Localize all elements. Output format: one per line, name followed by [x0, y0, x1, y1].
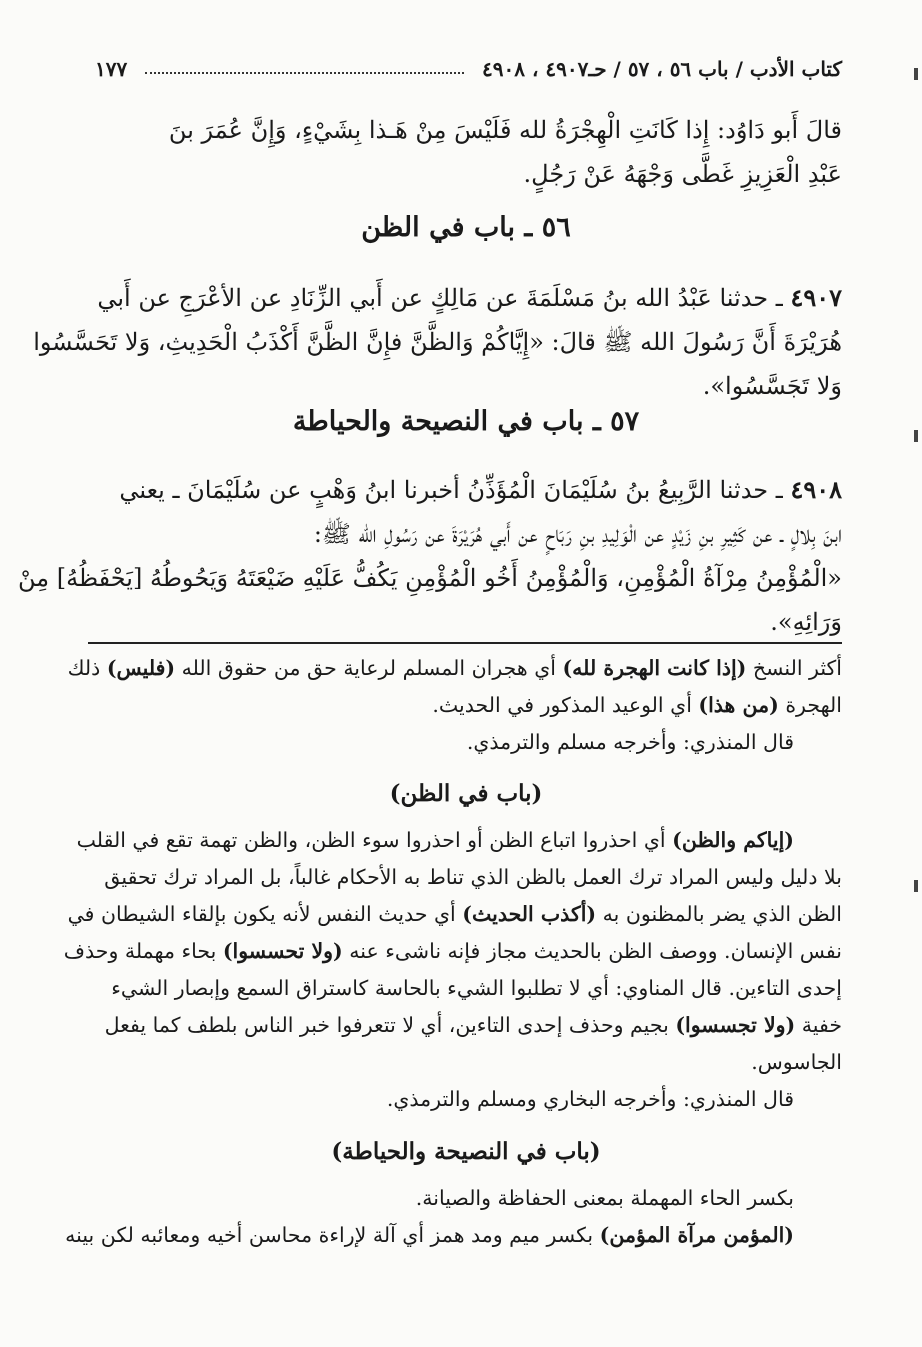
text-line: نفس الإنسان. ووصف الظن بالحديث مجاز فإنه ناشىء عنه (ولا تحسسوا) بحاء مهملة وحذف — [63, 939, 842, 963]
hadith-text: ـ حدثنا عَبْدُ الله بنُ مَسْلَمَةَ عن مَالِكٍ عن أَبي الزِّنَادِ عن الأعْرَجِ عن أَبي — [97, 284, 783, 312]
commentary-zann — [63, 822, 842, 1118]
chapter-57-heading: ٥٧ ـ باب في النصيحة والحياطة — [292, 406, 640, 437]
text-line: «الْمُؤْمِنُ مِرْآةُ الْمُؤْمِنِ، وَالْمُؤْمِنُ أَخُو الْمُؤْمِنِ يَكُفُّ عَلَيْهِ ضَيْعَتَهُ وَيَحُوطُهُ [يَحْفَظُهُ] مِنْ — [17, 564, 842, 592]
text-line: الظن الذي يضر بالمظنون به (أكذب الحديث) أي حديث النفس لأنه يكون بإلقاء الشيطان في — [67, 902, 842, 926]
hadith-4907 — [33, 276, 842, 408]
commentary-hijra — [67, 650, 842, 761]
page-number: ١٧٧ — [95, 57, 128, 81]
commentary-nasiha — [65, 1180, 842, 1254]
text-line — [90, 468, 842, 512]
text-line: بكسر الحاء المهملة بمعنى الحفاظة والصيانة. — [415, 1186, 794, 1210]
text-line: بلا دليل وليس المراد ترك العمل بالظن الذي تناط به الأحكام غالباً، بل المراد ترك تحقيق — [104, 865, 842, 889]
scan-margin-mark — [914, 430, 918, 442]
mundhiri-note: قال المنذري: وأخرجه مسلم والترمذي. — [466, 730, 794, 754]
text-line: خفية (ولا تجسسوا) بجيم وحذف إحدى التاءين، أي لا تتعرفوا خبر الناس بلطف كما يفعل — [104, 1013, 842, 1037]
hadith-number: ٤٩٠٨ — [790, 475, 842, 504]
text-line — [90, 276, 842, 320]
text-line: قالَ أَبو دَاوُد: إِذا كَانَتِ الْهِجْرَةُ لله فَلَيْسَ مِنْ هَـذا بِشَيْءٍ، وَإِنَّ عُمَرَ بنَ — [168, 116, 842, 144]
text-line: عَبْدِ الْعَزِيزِ غَطَّى وَجْهَهُ عَنْ رَجُلٍ. — [523, 160, 842, 188]
header-dot-leader — [145, 72, 464, 74]
running-header — [95, 52, 842, 86]
text-line: وَلا تَجَسَّسُوا». — [702, 372, 842, 400]
scan-margin-mark — [914, 880, 918, 892]
text-line: (المؤمن مرآة المؤمن) بكسر ميم ومد همز أي آلة لإراءة محاسن أخيه ومعائبه لكن بينه — [65, 1223, 794, 1247]
text-line: أكثر النسخ (إذا كانت الهجرة لله) أي هجران المسلم لرعاية حق من حقوق الله (فليس) ذلك — [67, 656, 842, 680]
text-line: الجاسوس. — [751, 1050, 842, 1074]
commentary-heading-zann: (باب في الظن) — [389, 780, 543, 807]
commentary-heading-nasiha: (باب في النصيحة والحياطة) — [331, 1138, 601, 1165]
mundhiri-note: قال المنذري: وأخرجه البخاري ومسلم والترمذي. — [386, 1087, 794, 1111]
text-line: إحدى التاءين. قال المناوي: أي لا تطلبوا الشيء بالحاسة كاستراق السمع وإبصار الشيء — [111, 976, 842, 1000]
text-line: (إياكم والظن) أي احذروا اتباع الظن أو احذروا سوء الظن، والظن تهمة تقع في القلب — [76, 828, 794, 852]
text-line: الهجرة (من هذا) أي الوعيد المذكور في الحديث. — [432, 693, 842, 717]
header-title: كتاب الأدب / باب ٥٦ ، ٥٧ / حـ٤٩٠٧ ، ٤٩٠٨ — [482, 57, 842, 81]
scan-margin-mark — [914, 68, 918, 80]
hadith-text: ـ حدثنا الرَّبِيعُ بنُ سُلَيْمَانَ الْمُؤَذِّنُ أخبرنا ابنُ وَهْبٍ عن سُلَيْمَانَ ـ يعني — [119, 476, 783, 504]
abu-dawud-remark — [90, 108, 842, 196]
chapter-56-heading: ٥٦ ـ باب في الظن — [361, 212, 571, 243]
text-line: هُرَيْرَةَ أَنَّ رَسُولَ الله ﷺ قالَ: «إِيَّاكُمْ وَالظَّنَّ فإِنَّ الظَّنَّ أَكْذَبُ الْحَدِيثِ، وَلا تَحَسَّسُوا — [33, 328, 842, 356]
text-line: ابنَ بِلالٍ ـ عن كَثِيرِ بنِ زَيْدٍ عن الْوَلِيدِ بنِ رَبَاحٍ عن أَبي هُرَيْرَةَ عن رَسُولِ الله ﷺ: — [313, 520, 842, 548]
hadith-4908 — [17, 468, 842, 644]
text-line: وَرَائِهِ». — [770, 608, 842, 636]
footnote-separator — [88, 642, 842, 644]
hadith-number: ٤٩٠٧ — [790, 283, 842, 312]
